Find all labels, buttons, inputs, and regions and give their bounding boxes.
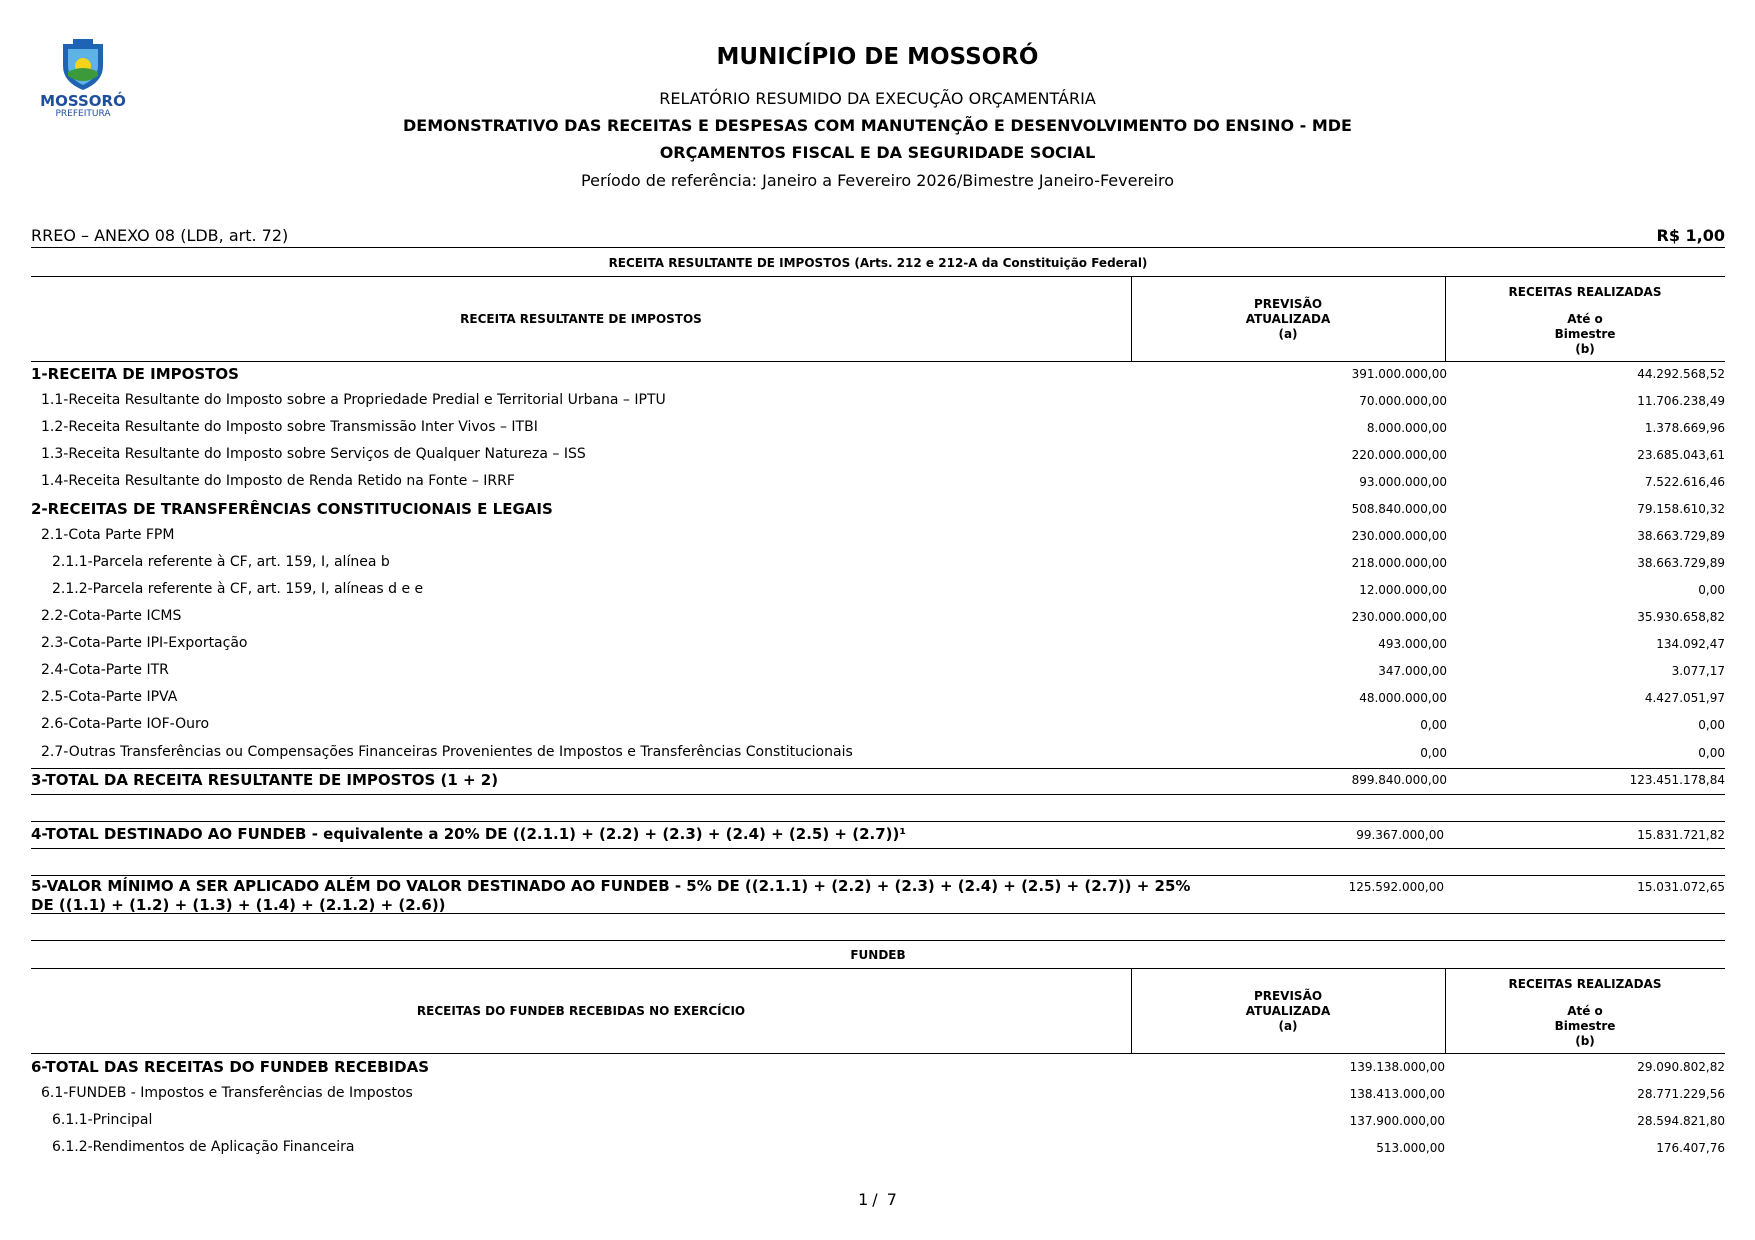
table-row-total bbox=[31, 771, 1725, 793]
report-subtitle-3: ORÇAMENTOS FISCAL E DA SEGURIDADE SOCIAL bbox=[659, 143, 1096, 162]
table-row bbox=[31, 446, 1725, 468]
divider bbox=[31, 940, 1725, 941]
divider bbox=[31, 821, 1725, 822]
fundeb-destination-value-a: 99.367.000,00 bbox=[1356, 828, 1444, 842]
page-separator: / bbox=[872, 1190, 878, 1209]
table-row bbox=[31, 1139, 1725, 1161]
table-row bbox=[31, 1085, 1725, 1107]
row-value-a: 137.900.000,00 bbox=[1349, 1114, 1445, 1128]
table-row bbox=[31, 365, 1725, 387]
row-value-a: 218.000.000,00 bbox=[1351, 556, 1447, 570]
column-header-main: RECEITAS DO FUNDEB RECEBIDAS NO EXERCÍCIO bbox=[416, 1004, 746, 1018]
row-value-b: 1.378.669,96 bbox=[1644, 421, 1725, 435]
row-value-b: 134.092,47 bbox=[1656, 637, 1725, 651]
minimum-value-label-1: 5-VALOR MÍNIMO A SER APLICADO ALÉM DO VALOR DESTINADO AO FUNDEB - 5% DE ((2.1.1) + (2.2) + (2.3) + (2.4) + (2.5) + (2.7)) + 25% bbox=[31, 877, 1191, 895]
row-label: 1.2-Receita Resultante do Imposto sobre Transmissão Inter Vivos – ITBI bbox=[41, 419, 538, 435]
column-header-b-group: RECEITAS REALIZADAS bbox=[1508, 977, 1662, 991]
row-value-b: 176.407,76 bbox=[1656, 1141, 1725, 1155]
fundeb-destination-value-b: 15.831.721,82 bbox=[1637, 828, 1725, 842]
report-title: MUNICÍPIO DE MOSSORÓ bbox=[716, 44, 1039, 70]
row-value-b: 0,00 bbox=[1698, 746, 1725, 760]
row-value-b: 123.451.178,84 bbox=[1629, 773, 1725, 787]
divider bbox=[31, 848, 1725, 849]
table-row bbox=[31, 662, 1725, 684]
divider bbox=[31, 247, 1725, 248]
row-value-a: 138.413.000,00 bbox=[1349, 1087, 1445, 1101]
col-a-line: (a) bbox=[1278, 327, 1298, 341]
page-current: 1 bbox=[858, 1190, 869, 1209]
row-label: 6.1.1-Principal bbox=[52, 1112, 153, 1128]
row-value-a: 12.000.000,00 bbox=[1359, 583, 1447, 597]
row-value-b: 4.427.051,97 bbox=[1644, 691, 1725, 705]
divider bbox=[31, 361, 1725, 362]
row-label: 2.1-Cota Parte FPM bbox=[41, 527, 175, 543]
row-label: 2-RECEITAS DE TRANSFERÊNCIAS CONSTITUCIONAIS E LEGAIS bbox=[31, 500, 553, 518]
reference-period: Período de referência: Janeiro a Fevereiro 2026/Bimestre Janeiro-Fevereiro bbox=[581, 171, 1174, 190]
row-value-b: 38.663.729,89 bbox=[1637, 529, 1725, 543]
row-value-a: 493.000,00 bbox=[1378, 637, 1447, 651]
row-value-b: 11.706.238,49 bbox=[1637, 394, 1725, 408]
col-b-line: (b) bbox=[1575, 342, 1595, 356]
row-value-a: 0,00 bbox=[1420, 746, 1447, 760]
row-value-a: 899.840.000,00 bbox=[1351, 773, 1447, 787]
row-value-a: 391.000.000,00 bbox=[1351, 367, 1447, 381]
table-row bbox=[31, 1058, 1725, 1080]
row-value-b: 0,00 bbox=[1698, 583, 1725, 597]
row-value-a: 230.000.000,00 bbox=[1351, 610, 1447, 624]
row-value-a: 8.000.000,00 bbox=[1366, 421, 1447, 435]
row-value-b: 44.292.568,52 bbox=[1637, 367, 1725, 381]
logo-subtitle: PREFEITURA bbox=[55, 109, 111, 119]
row-label: 6.1-FUNDEB - Impostos e Transferências de Impostos bbox=[41, 1085, 413, 1101]
currency-unit: R$ 1,00 bbox=[1656, 226, 1725, 245]
row-value-a: 513.000,00 bbox=[1376, 1141, 1445, 1155]
table-row bbox=[31, 527, 1725, 549]
row-value-b: 7.522.616,46 bbox=[1644, 475, 1725, 489]
row-label: 1.3-Receita Resultante do Imposto sobre Serviços de Qualquer Natureza – ISS bbox=[41, 446, 586, 462]
section-title-fundeb: FUNDEB bbox=[850, 948, 906, 962]
row-value-b: 0,00 bbox=[1698, 718, 1725, 732]
row-value-a: 508.840.000,00 bbox=[1351, 502, 1447, 516]
row-label: 2.7-Outras Transferências ou Compensações Financeiras Provenientes de Impostos e Transferências Constitucionais bbox=[41, 744, 853, 760]
row-label: 6.1.2-Rendimentos de Aplicação Financeira bbox=[52, 1139, 355, 1155]
row-value-a: 347.000,00 bbox=[1378, 664, 1447, 678]
col-a-line: ATUALIZADA bbox=[1245, 1004, 1331, 1018]
row-label: 3-TOTAL DA RECEITA RESULTANTE DE IMPOSTOS (1 + 2) bbox=[31, 771, 499, 789]
col-b-line: Bimestre bbox=[1554, 1019, 1616, 1033]
minimum-value-label-2: DE ((1.1) + (1.2) + (1.3) + (1.4) + (2.1.2) + (2.6)) bbox=[31, 896, 446, 914]
divider bbox=[31, 768, 1725, 769]
divider bbox=[31, 276, 1725, 277]
col-b-line: Bimestre bbox=[1554, 327, 1616, 341]
table-row bbox=[31, 500, 1725, 522]
col-a-line: ATUALIZADA bbox=[1245, 312, 1331, 326]
table-row bbox=[31, 1112, 1725, 1134]
report-subtitle-1: RELATÓRIO RESUMIDO DA EXECUÇÃO ORÇAMENTÁRIA bbox=[659, 89, 1096, 108]
row-value-b: 38.663.729,89 bbox=[1637, 556, 1725, 570]
minimum-value-a: 125.592.000,00 bbox=[1348, 880, 1444, 894]
logo-name: MOSSORÓ bbox=[40, 92, 126, 110]
col-a-line: PREVISÃO bbox=[1253, 297, 1323, 311]
col-a-line: (a) bbox=[1278, 1019, 1298, 1033]
row-value-a: 93.000.000,00 bbox=[1359, 475, 1447, 489]
col-b-line: (b) bbox=[1575, 1034, 1595, 1048]
annex-label: RREO – ANEXO 08 (LDB, art. 72) bbox=[31, 226, 289, 245]
row-label: 2.1.2-Parcela referente à CF, art. 159, I, alíneas d e e bbox=[52, 581, 424, 597]
row-value-a: 0,00 bbox=[1420, 718, 1447, 732]
row-label: 2.6-Cota-Parte IOF-Ouro bbox=[41, 716, 210, 732]
row-label: 2.4-Cota-Parte ITR bbox=[41, 662, 169, 678]
row-value-b: 3.077,17 bbox=[1671, 664, 1725, 678]
table-row bbox=[31, 608, 1725, 630]
row-label: 2.5-Cota-Parte IPVA bbox=[41, 689, 178, 705]
divider bbox=[31, 1053, 1725, 1054]
column-header-b bbox=[1445, 312, 1725, 357]
row-label: 1.4-Receita Resultante do Imposto de Renda Retido na Fonte – IRRF bbox=[41, 473, 515, 489]
row-value-b: 35.930.658,82 bbox=[1637, 610, 1725, 624]
col-b-line: Até o bbox=[1567, 312, 1603, 326]
row-label: 1.1-Receita Resultante do Imposto sobre a Propriedade Predial e Territorial Urbana – IPTU bbox=[41, 392, 666, 408]
col-b-line: Até o bbox=[1567, 1004, 1603, 1018]
divider bbox=[31, 875, 1725, 876]
column-header-b-group: RECEITAS REALIZADAS bbox=[1508, 285, 1662, 299]
report-subtitle-2: DEMONSTRATIVO DAS RECEITAS E DESPESAS COM MANUTENÇÃO E DESENVOLVIMENTO DO ENSINO - MDE bbox=[403, 116, 1352, 135]
page-indicator bbox=[0, 1190, 1755, 1209]
table-row bbox=[31, 473, 1725, 495]
table-row bbox=[31, 744, 1725, 766]
row-value-a: 48.000.000,00 bbox=[1359, 691, 1447, 705]
table-row bbox=[31, 689, 1725, 711]
row-value-b: 28.594.821,80 bbox=[1637, 1114, 1725, 1128]
row-value-a: 220.000.000,00 bbox=[1351, 448, 1447, 462]
divider bbox=[31, 913, 1725, 914]
row-value-b: 29.090.802,82 bbox=[1637, 1060, 1725, 1074]
row-label: 2.2-Cota-Parte ICMS bbox=[41, 608, 182, 624]
row-value-a: 230.000.000,00 bbox=[1351, 529, 1447, 543]
row-label: 6-TOTAL DAS RECEITAS DO FUNDEB RECEBIDAS bbox=[31, 1058, 430, 1076]
row-value-a: 70.000.000,00 bbox=[1359, 394, 1447, 408]
column-header-b bbox=[1445, 1004, 1725, 1049]
row-label: 1-RECEITA DE IMPOSTOS bbox=[31, 365, 239, 383]
minimum-value-b: 15.031.072,65 bbox=[1637, 880, 1725, 894]
table-row bbox=[31, 392, 1725, 414]
divider bbox=[31, 794, 1725, 795]
table-row bbox=[31, 581, 1725, 603]
table-row bbox=[31, 554, 1725, 576]
row-label: 2.1.1-Parcela referente à CF, art. 159, I, alínea b bbox=[52, 554, 390, 570]
table-row bbox=[31, 635, 1725, 657]
fundeb-destination-label: 4-TOTAL DESTINADO AO FUNDEB - equivalente a 20% DE ((2.1.1) + (2.2) + (2.3) + (2.4) + (2.5) + (2.7))¹ bbox=[31, 825, 906, 843]
column-header-main: RECEITA RESULTANTE DE IMPOSTOS bbox=[460, 312, 702, 326]
divider bbox=[31, 968, 1725, 969]
page-total: 7 bbox=[886, 1190, 897, 1209]
col-a-line: PREVISÃO bbox=[1253, 989, 1323, 1003]
row-label: 2.3-Cota-Parte IPI-Exportação bbox=[41, 635, 248, 651]
column-header-a bbox=[1131, 297, 1445, 342]
row-value-a: 139.138.000,00 bbox=[1349, 1060, 1445, 1074]
section-title-impostos: RECEITA RESULTANTE DE IMPOSTOS (Arts. 212 e 212-A da Constituição Federal) bbox=[608, 256, 1148, 270]
row-value-b: 79.158.610,32 bbox=[1637, 502, 1725, 516]
table-row bbox=[31, 716, 1725, 738]
row-value-b: 28.771.229,56 bbox=[1637, 1087, 1725, 1101]
row-value-b: 23.685.043,61 bbox=[1637, 448, 1725, 462]
table-row bbox=[31, 419, 1725, 441]
column-header-a bbox=[1131, 989, 1445, 1034]
